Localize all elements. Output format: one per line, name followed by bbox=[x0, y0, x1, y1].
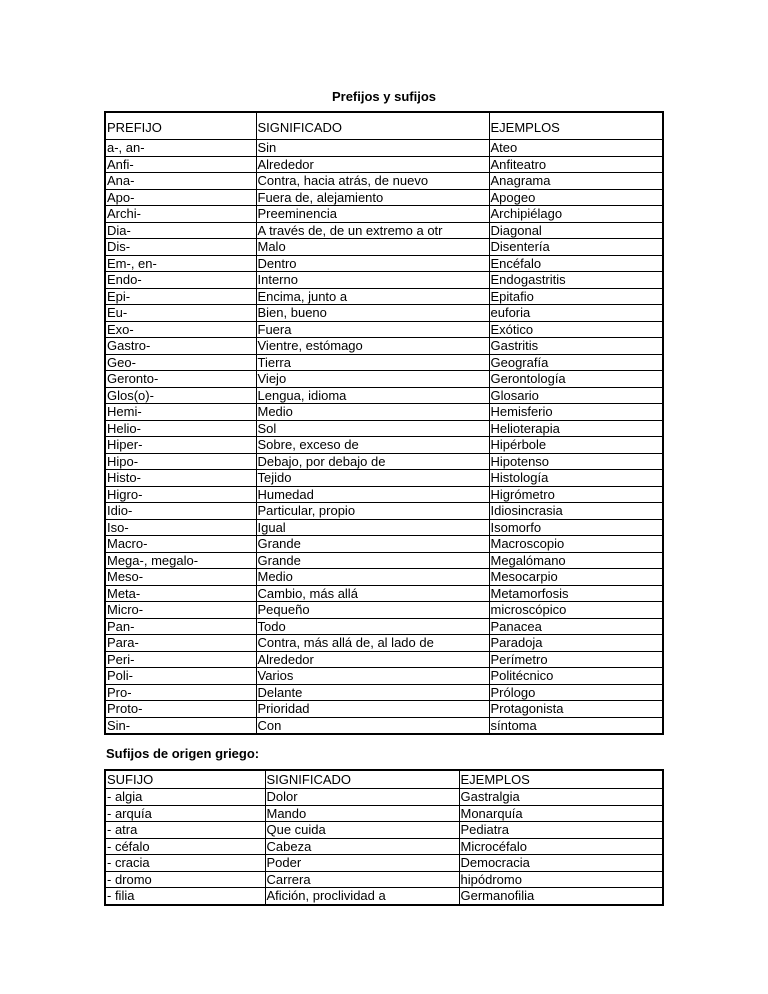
table-cell: Gastralgia bbox=[459, 789, 663, 806]
table-cell: Idiosincrasia bbox=[489, 503, 663, 520]
table-cell: Poli- bbox=[105, 668, 256, 685]
table-cell: Varios bbox=[256, 668, 489, 685]
column-header: SIGNIFICADO bbox=[256, 112, 489, 140]
table-cell: Disentería bbox=[489, 239, 663, 256]
table-cell: Particular, propio bbox=[256, 503, 489, 520]
table-cell: Mando bbox=[265, 805, 459, 822]
table-cell: Grande bbox=[256, 536, 489, 553]
table-cell: Hipérbole bbox=[489, 437, 663, 454]
prefix-row bbox=[105, 288, 663, 305]
prefix-row bbox=[105, 486, 663, 503]
table-cell: Grande bbox=[256, 552, 489, 569]
prefix-row bbox=[105, 651, 663, 668]
prefix-row bbox=[105, 453, 663, 470]
table-cell: Para- bbox=[105, 635, 256, 652]
prefix-row bbox=[105, 371, 663, 388]
table-cell: Hipotenso bbox=[489, 453, 663, 470]
column-header: SUFIJO bbox=[105, 770, 265, 789]
table-cell: Glos(o)- bbox=[105, 387, 256, 404]
prefix-row bbox=[105, 404, 663, 421]
table-cell: - dromo bbox=[105, 871, 265, 888]
prefix-row bbox=[105, 189, 663, 206]
table-cell: Contra, hacia atrás, de nuevo bbox=[256, 173, 489, 190]
table-cell: Geografía bbox=[489, 354, 663, 371]
prefix-row bbox=[105, 173, 663, 190]
table-cell: Viejo bbox=[256, 371, 489, 388]
table-cell: Prólogo bbox=[489, 684, 663, 701]
table-cell: Delante bbox=[256, 684, 489, 701]
table-cell: Cabeza bbox=[265, 838, 459, 855]
table-cell: Microcéfalo bbox=[459, 838, 663, 855]
table-cell: Gastritis bbox=[489, 338, 663, 355]
column-header: PREFIJO bbox=[105, 112, 256, 140]
suffix-row bbox=[105, 855, 663, 872]
prefix-row bbox=[105, 701, 663, 718]
table-cell: Sin bbox=[256, 140, 489, 157]
table-cell: Debajo, por debajo de bbox=[256, 453, 489, 470]
suffixes-section-title: Sufijos de origen griego: bbox=[106, 746, 260, 761]
prefix-row bbox=[105, 470, 663, 487]
table-cell: Histología bbox=[489, 470, 663, 487]
prefixes-table bbox=[104, 111, 664, 735]
table-cell: Pro- bbox=[105, 684, 256, 701]
column-header: EJEMPLOS bbox=[489, 112, 663, 140]
table-cell: Germanofilia bbox=[459, 888, 663, 905]
prefix-row bbox=[105, 239, 663, 256]
table-cell: Alrededor bbox=[256, 651, 489, 668]
table-cell: Malo bbox=[256, 239, 489, 256]
table-cell: Helio- bbox=[105, 420, 256, 437]
table-cell: Dentro bbox=[256, 255, 489, 272]
table-cell: Helioterapia bbox=[489, 420, 663, 437]
suffix-row bbox=[105, 871, 663, 888]
table-cell: Monarquía bbox=[459, 805, 663, 822]
table-cell: Apogeo bbox=[489, 189, 663, 206]
prefix-row bbox=[105, 305, 663, 322]
table-cell: Democracia bbox=[459, 855, 663, 872]
suffix-row bbox=[105, 838, 663, 855]
table-cell: Pan- bbox=[105, 618, 256, 635]
prefix-row bbox=[105, 420, 663, 437]
table-cell: - arquía bbox=[105, 805, 265, 822]
prefix-row bbox=[105, 321, 663, 338]
table-cell: Geronto- bbox=[105, 371, 256, 388]
table-cell: Anagrama bbox=[489, 173, 663, 190]
prefix-row bbox=[105, 602, 663, 619]
suffixes-table bbox=[104, 769, 664, 906]
prefix-row bbox=[105, 272, 663, 289]
table-cell: Dolor bbox=[265, 789, 459, 806]
table-cell: Iso- bbox=[105, 519, 256, 536]
table-cell: Dis- bbox=[105, 239, 256, 256]
table-cell: - algia bbox=[105, 789, 265, 806]
table-cell: Anfi- bbox=[105, 156, 256, 173]
table-cell: Peri- bbox=[105, 651, 256, 668]
prefix-row bbox=[105, 503, 663, 520]
prefix-row bbox=[105, 635, 663, 652]
table-cell: Alrededor bbox=[256, 156, 489, 173]
table-cell: Fuera de, alejamiento bbox=[256, 189, 489, 206]
table-cell: Medio bbox=[256, 569, 489, 586]
table-cell: Fuera bbox=[256, 321, 489, 338]
table-cell: Exótico bbox=[489, 321, 663, 338]
table-cell: Meso- bbox=[105, 569, 256, 586]
prefix-row bbox=[105, 552, 663, 569]
table-cell: Gastro- bbox=[105, 338, 256, 355]
prefix-row bbox=[105, 140, 663, 157]
table-cell: - atra bbox=[105, 822, 265, 839]
table-cell: Interno bbox=[256, 272, 489, 289]
table-cell: Igual bbox=[256, 519, 489, 536]
table-cell: Pequeño bbox=[256, 602, 489, 619]
prefix-row bbox=[105, 387, 663, 404]
table-cell: Paradoja bbox=[489, 635, 663, 652]
suffix-row bbox=[105, 805, 663, 822]
table-cell: Vientre, estómago bbox=[256, 338, 489, 355]
table-cell: Megalómano bbox=[489, 552, 663, 569]
table-cell: Ana- bbox=[105, 173, 256, 190]
table-cell: Mega-, megalo- bbox=[105, 552, 256, 569]
table-cell: Exo- bbox=[105, 321, 256, 338]
table-cell: Epi- bbox=[105, 288, 256, 305]
table-cell: Epitafio bbox=[489, 288, 663, 305]
table-cell: - céfalo bbox=[105, 838, 265, 855]
table-cell: Gerontología bbox=[489, 371, 663, 388]
table-cell: Pediatra bbox=[459, 822, 663, 839]
table-cell: Apo- bbox=[105, 189, 256, 206]
table-cell: Dia- bbox=[105, 222, 256, 239]
table-cell: microscópico bbox=[489, 602, 663, 619]
table-cell: Hiper- bbox=[105, 437, 256, 454]
table-cell: Prioridad bbox=[256, 701, 489, 718]
table-cell: Metamorfosis bbox=[489, 585, 663, 602]
table-cell: Carrera bbox=[265, 871, 459, 888]
table-cell: Sol bbox=[256, 420, 489, 437]
table-cell: Diagonal bbox=[489, 222, 663, 239]
table-cell: Tierra bbox=[256, 354, 489, 371]
table-cell: Archi- bbox=[105, 206, 256, 223]
table-cell: Protagonista bbox=[489, 701, 663, 718]
suffix-row bbox=[105, 822, 663, 839]
table-cell: Tejido bbox=[256, 470, 489, 487]
column-header: SIGNIFICADO bbox=[265, 770, 459, 789]
column-header: EJEMPLOS bbox=[459, 770, 663, 789]
prefix-row bbox=[105, 684, 663, 701]
prefix-row bbox=[105, 354, 663, 371]
table-cell: Encéfalo bbox=[489, 255, 663, 272]
table-cell: Sobre, exceso de bbox=[256, 437, 489, 454]
table-cell: Perímetro bbox=[489, 651, 663, 668]
table-cell: Endo- bbox=[105, 272, 256, 289]
table-cell: euforia bbox=[489, 305, 663, 322]
table-cell: Eu- bbox=[105, 305, 256, 322]
table-cell: A través de, de un extremo a otr bbox=[256, 222, 489, 239]
table-cell: Contra, más allá de, al lado de bbox=[256, 635, 489, 652]
table-cell: Higro- bbox=[105, 486, 256, 503]
table-cell: Poder bbox=[265, 855, 459, 872]
table-cell: Anfiteatro bbox=[489, 156, 663, 173]
table-cell: Macro- bbox=[105, 536, 256, 553]
table-cell: - filia bbox=[105, 888, 265, 905]
table-cell: Hipo- bbox=[105, 453, 256, 470]
table-cell: Todo bbox=[256, 618, 489, 635]
table-cell: Bien, bueno bbox=[256, 305, 489, 322]
prefix-row bbox=[105, 569, 663, 586]
table-cell: Micro- bbox=[105, 602, 256, 619]
prefix-row bbox=[105, 519, 663, 536]
table-cell: Macroscopio bbox=[489, 536, 663, 553]
table-cell: a-, an- bbox=[105, 140, 256, 157]
suffix-row bbox=[105, 888, 663, 905]
table-cell: Medio bbox=[256, 404, 489, 421]
table-cell: Encima, junto a bbox=[256, 288, 489, 305]
table-cell: Histo- bbox=[105, 470, 256, 487]
table-cell: Archipiélago bbox=[489, 206, 663, 223]
table-cell: Con bbox=[256, 717, 489, 734]
prefix-row bbox=[105, 156, 663, 173]
prefix-row bbox=[105, 437, 663, 454]
table-header-row bbox=[105, 770, 663, 789]
table-cell: Sin- bbox=[105, 717, 256, 734]
prefix-row bbox=[105, 618, 663, 635]
table-cell: Endogastritis bbox=[489, 272, 663, 289]
table-cell: Geo- bbox=[105, 354, 256, 371]
table-cell: Humedad bbox=[256, 486, 489, 503]
prefix-row bbox=[105, 222, 663, 239]
prefix-row bbox=[105, 717, 663, 734]
table-cell: Proto- bbox=[105, 701, 256, 718]
table-cell: Hemi- bbox=[105, 404, 256, 421]
table-cell: Politécnico bbox=[489, 668, 663, 685]
table-cell: Mesocarpio bbox=[489, 569, 663, 586]
prefix-row bbox=[105, 206, 663, 223]
table-cell: Que cuida bbox=[265, 822, 459, 839]
table-cell: Isomorfo bbox=[489, 519, 663, 536]
page-title: Prefijos y sufijos bbox=[331, 89, 437, 104]
table-cell: Hemisferio bbox=[489, 404, 663, 421]
prefix-row bbox=[105, 668, 663, 685]
table-header-row bbox=[105, 112, 663, 140]
table-cell: Afición, proclividad a bbox=[265, 888, 459, 905]
table-cell: - cracia bbox=[105, 855, 265, 872]
table-cell: hipódromo bbox=[459, 871, 663, 888]
table-cell: Panacea bbox=[489, 618, 663, 635]
table-cell: Glosario bbox=[489, 387, 663, 404]
prefix-row bbox=[105, 536, 663, 553]
table-cell: Meta- bbox=[105, 585, 256, 602]
suffix-row bbox=[105, 789, 663, 806]
table-cell: Preeminencia bbox=[256, 206, 489, 223]
prefix-row bbox=[105, 255, 663, 272]
table-cell: Lengua, idioma bbox=[256, 387, 489, 404]
table-cell: Ateo bbox=[489, 140, 663, 157]
prefix-row bbox=[105, 585, 663, 602]
table-cell: Em-, en- bbox=[105, 255, 256, 272]
table-cell: Higrómetro bbox=[489, 486, 663, 503]
table-cell: Cambio, más allá bbox=[256, 585, 489, 602]
prefix-row bbox=[105, 338, 663, 355]
table-cell: Idio- bbox=[105, 503, 256, 520]
table-cell: síntoma bbox=[489, 717, 663, 734]
